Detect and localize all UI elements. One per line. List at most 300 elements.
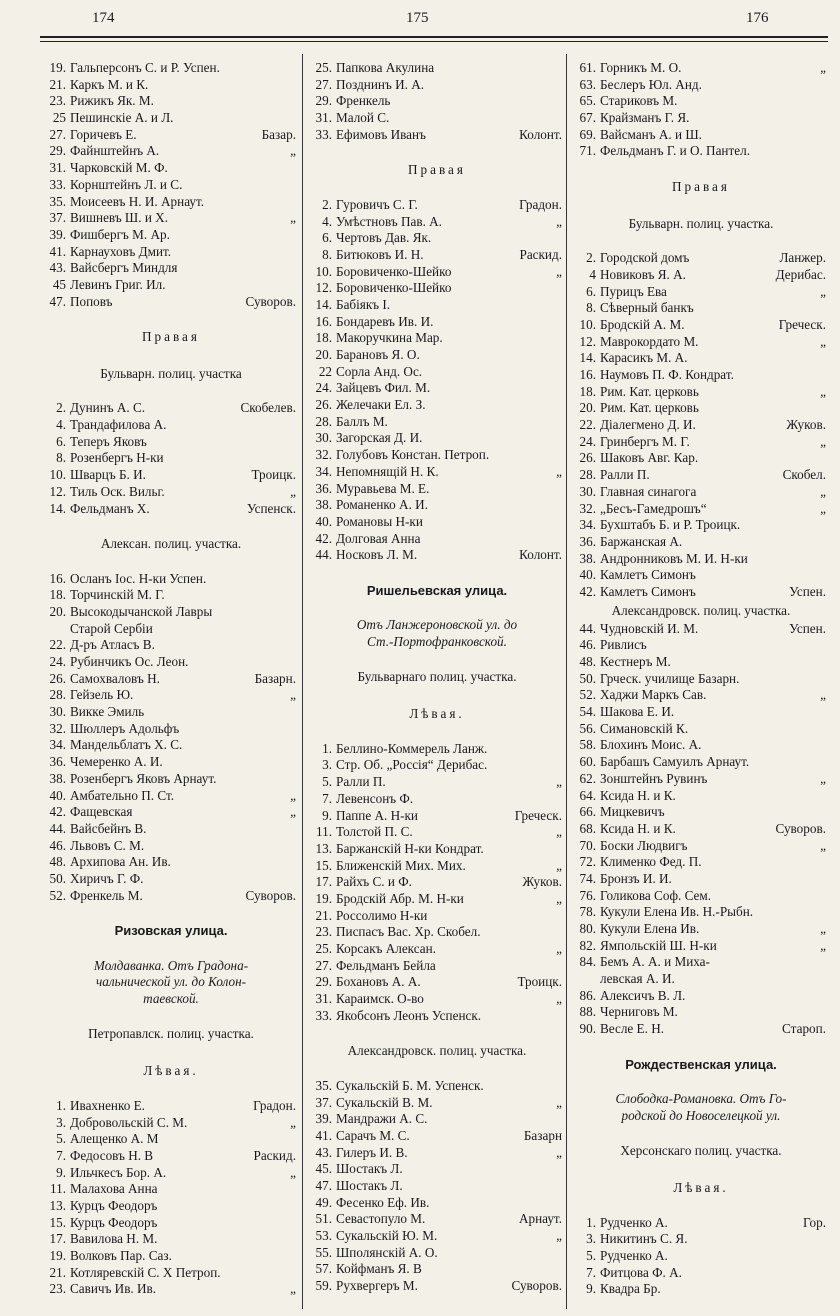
house-number: 80.: [579, 921, 596, 936]
directory-entry: [570, 517, 832, 534]
resident-name: Носковъ Л. М.: [336, 547, 418, 563]
resident-name: Файнштейнъ А.: [70, 143, 160, 159]
directory-entry: [570, 971, 832, 988]
resident-name: Крайзманъ Г. Я.: [600, 110, 690, 126]
resident-name: Черниговъ М.: [600, 1004, 678, 1020]
house-number: 12.: [49, 483, 66, 499]
resident-name: Бродскій А. М.: [600, 316, 685, 332]
spacer: [40, 384, 302, 401]
house-number: 42.: [315, 530, 332, 546]
resident-name: Шполянскій А. О.: [336, 1244, 438, 1260]
spacer: [306, 601, 568, 618]
house-number: 25: [52, 110, 66, 126]
house-number: 31.: [315, 110, 332, 126]
directory-entry: [306, 958, 568, 975]
directory-entry: [40, 1248, 302, 1265]
directory-entry: [570, 584, 832, 601]
street-description: Молдаванка. Отъ Градона-: [93, 957, 249, 973]
directory-entry: [306, 908, 568, 925]
spacer: [570, 234, 832, 251]
resident-name: Фишбергъ М. Ар.: [70, 226, 170, 242]
entry-note: „: [290, 1114, 296, 1130]
directory-entry: [570, 317, 832, 334]
house-number: 52.: [579, 687, 596, 703]
house-number: 55.: [315, 1244, 332, 1260]
spacer: [570, 1161, 832, 1178]
resident-name: Хиричъ Г. Ф.: [70, 870, 144, 886]
resident-name: Главная синагога: [600, 483, 697, 499]
directory-entry: [306, 280, 568, 297]
directory-entry: [570, 888, 832, 905]
house-number: 34.: [49, 737, 66, 753]
house-number: 30.: [579, 483, 596, 499]
resident-name: Ближенскій Мих. Мих.: [336, 857, 466, 873]
directory-entry: [40, 210, 302, 227]
directory-entry: [570, 654, 832, 671]
directory-entry: [570, 838, 832, 855]
entry-note: Ланжер.: [779, 250, 826, 266]
entry-note: „: [556, 1228, 562, 1244]
street-description: чальнической ул. до Колон-: [95, 974, 247, 990]
house-number: 33.: [315, 126, 332, 142]
resident-name: Добровольскій С. М.: [70, 1114, 188, 1130]
entry-note: Скобел.: [782, 467, 826, 483]
directory-entry: [306, 757, 568, 774]
resident-name: Котляревскій С. Х Петроп.: [70, 1264, 221, 1280]
directory-entry: [40, 621, 302, 638]
entry-note: „: [820, 483, 826, 499]
directory-entry: [306, 941, 568, 958]
directory-entry: [306, 330, 568, 347]
directory-entry: [306, 264, 568, 281]
resident-name: Высокодычанской Лавры: [70, 603, 213, 619]
house-number: 54.: [579, 704, 596, 720]
entry-note: „: [556, 1094, 562, 1110]
resident-name: Горникъ М. О.: [600, 60, 682, 75]
entry-note: Троицк.: [517, 974, 562, 990]
resident-name: Долговая Анна: [336, 530, 421, 546]
entry-note: „: [290, 1164, 296, 1180]
directory-entry: [40, 127, 302, 144]
directory-entry: [40, 1165, 302, 1182]
resident-name: Вайсбейнъ В.: [70, 820, 147, 836]
directory-entry: [306, 841, 568, 858]
resident-name: Толстой П. С.: [336, 824, 413, 840]
entry-note: „: [820, 837, 826, 853]
house-number: 78.: [579, 904, 596, 920]
house-number: 23.: [315, 924, 332, 940]
house-number: 43.: [49, 260, 66, 276]
entry-note: Раскид.: [519, 246, 562, 262]
directory-entry: [40, 1281, 302, 1298]
house-number: 44.: [579, 620, 596, 636]
entry-note: Греческ.: [778, 316, 826, 332]
house-number: 27.: [49, 126, 66, 142]
resident-name: Кестнеръ М.: [600, 654, 671, 669]
house-number: 74.: [579, 870, 596, 886]
house-number: 30.: [49, 704, 66, 720]
directory-entry: [306, 1261, 568, 1278]
resident-name: Дунинъ А. С.: [70, 400, 146, 416]
resident-name: Трандафилова А.: [70, 417, 167, 433]
directory-entry: [306, 874, 568, 891]
house-number: 68.: [579, 820, 596, 836]
house-number: 20.: [49, 603, 66, 619]
resident-name: Львовъ С. М.: [70, 837, 145, 853]
entry-note: „: [290, 483, 296, 499]
resident-name: Сукальскій В. М.: [336, 1094, 433, 1110]
house-number: 18.: [315, 330, 332, 346]
directory-entry: [570, 250, 832, 267]
resident-name: Пурицъ Ева: [600, 283, 667, 299]
resident-name: Поповъ: [70, 293, 113, 309]
house-number: 41.: [315, 1127, 332, 1143]
directory-entry: [306, 447, 568, 464]
entry-note: Градон.: [519, 196, 562, 212]
directory-entry: [570, 871, 832, 888]
resident-name: Рим. Кат. церковь: [600, 383, 699, 399]
resident-name: Чудновскій И. М.: [600, 620, 699, 636]
directory-entry: [306, 991, 568, 1008]
house-number: 29.: [49, 143, 66, 159]
directory-entry: [40, 1115, 302, 1132]
directory-entry: [306, 127, 568, 144]
house-number: 70.: [579, 837, 596, 853]
house-number: 58.: [579, 737, 596, 753]
directory-entry: [40, 60, 302, 77]
directory-entry: [40, 737, 302, 754]
house-number: 41.: [49, 243, 66, 259]
directory-entry: [40, 110, 302, 127]
house-number: 7.: [56, 1147, 66, 1163]
resident-name: Фитцова Ф. А.: [600, 1264, 682, 1280]
spacer: [40, 310, 302, 327]
house-number: 8.: [56, 450, 66, 466]
resident-name: Малахова Анна: [70, 1181, 158, 1197]
entry-note: Гор.: [803, 1214, 826, 1230]
resident-name: Горичевъ Е.: [70, 126, 137, 142]
resident-name: Савичъ Ив. Ив.: [70, 1281, 157, 1297]
directory-entry: [40, 160, 302, 177]
entry-note: Успенск.: [246, 500, 296, 516]
house-number: 63.: [579, 76, 596, 92]
directory-entry: [306, 1111, 568, 1128]
house-number: 22.: [579, 417, 596, 433]
directory-entry: [570, 367, 832, 384]
resident-name: Ралли П.: [336, 774, 386, 790]
house-number: 28.: [49, 687, 66, 703]
spacer: [306, 1061, 568, 1078]
directory-entry: [570, 1281, 832, 1298]
house-number: 46.: [579, 637, 596, 653]
directory-entry: [570, 551, 832, 568]
spacer: [40, 941, 302, 958]
entry-note: „: [556, 890, 562, 906]
house-number: 50.: [49, 870, 66, 886]
resident-name: Голубовъ Констан. Петроп.: [336, 447, 490, 463]
resident-name: Умѣстновъ Пав. А.: [336, 213, 442, 229]
house-number: 7.: [322, 790, 332, 806]
house-number: 53.: [315, 1228, 332, 1244]
resident-name: Беллино-Коммерель Ланж.: [336, 740, 488, 756]
directory-entry: [306, 1195, 568, 1212]
resident-name: Вайсбергъ Миндля: [70, 260, 178, 276]
resident-name: Бронзъ И. И.: [600, 870, 672, 886]
directory-entry: [306, 1178, 568, 1195]
resident-name: Курцъ Феодоръ: [70, 1197, 158, 1213]
section-label: Бульварн. полиц. участка: [100, 365, 242, 381]
resident-name: Вавилова Н. М.: [70, 1231, 158, 1247]
resident-name: Шварцъ Б. И.: [70, 467, 146, 483]
resident-name: Сукальскій Ю. М.: [336, 1228, 438, 1244]
house-number: 50.: [579, 670, 596, 686]
directory-entry: [570, 704, 832, 721]
house-number: 32.: [579, 500, 596, 516]
entry-note: „: [556, 941, 562, 957]
directory-entry: [306, 414, 568, 431]
header-rule: [40, 36, 828, 38]
resident-name: Ривлисъ: [600, 637, 647, 653]
directory-entry: [570, 821, 832, 838]
directory-entry: [306, 430, 568, 447]
directory-entry: [306, 741, 568, 758]
section-label: Правая: [142, 329, 200, 344]
house-number: 26.: [49, 670, 66, 686]
directory-entry: [40, 417, 302, 434]
directory-entry: [40, 294, 302, 311]
house-number: 39.: [315, 1111, 332, 1127]
resident-name: Курцъ Феодоръ: [70, 1214, 158, 1230]
house-number: 52.: [49, 887, 66, 903]
resident-name: Бухштабъ Б. и Р. Троицк.: [600, 517, 741, 533]
directory-entry: [306, 1095, 568, 1112]
spacer: [306, 180, 568, 197]
resident-name: Бабіякъ І.: [336, 296, 391, 312]
directory-entry: [306, 314, 568, 331]
resident-name: Ивахненко Е.: [70, 1097, 145, 1113]
directory-entry: [40, 704, 302, 721]
house-number: 45: [52, 276, 66, 292]
street-heading: Ришельевская улица.: [366, 582, 508, 598]
resident-name: Загорская Д. И.: [336, 430, 423, 446]
section-label: Лѣвая.: [673, 1179, 729, 1195]
house-number: 9.: [56, 1164, 66, 1180]
house-number: 1.: [322, 740, 332, 756]
section-label: Алексан. полиц. участка.: [100, 535, 242, 551]
house-number: 44.: [49, 820, 66, 836]
section-label: Правая: [408, 162, 466, 178]
resident-name: Зайцевъ Фил. М.: [336, 380, 431, 396]
house-number: 10.: [579, 316, 596, 332]
directory-entry: [570, 988, 832, 1005]
section-label: Херсонскаго полиц. участка.: [620, 1143, 782, 1159]
directory-entry: [40, 1265, 302, 1282]
street-heading: Ризовская улица.: [114, 923, 228, 938]
entry-note: „: [820, 770, 826, 786]
directory-entry: [40, 788, 302, 805]
entry-note: „: [820, 383, 826, 399]
resident-name: Желечаки Ел. З.: [336, 397, 426, 413]
page-number-left: 174: [92, 10, 115, 26]
entry-note: Староп.: [782, 1021, 826, 1037]
directory-entry: [570, 671, 832, 688]
entry-note: „: [820, 500, 826, 516]
house-number: 19.: [315, 890, 332, 906]
resident-name: Квадра Бр.: [600, 1281, 661, 1297]
house-number: 16.: [315, 313, 332, 329]
directory-entry: [570, 450, 832, 467]
resident-name: Ксида Н. и К.: [600, 787, 676, 803]
house-number: 37.: [315, 1094, 332, 1110]
entry-note: „: [556, 1144, 562, 1160]
directory-entry: [570, 434, 832, 451]
resident-name: Грческ. училище Базарн.: [600, 670, 740, 686]
directory-entry: [40, 450, 302, 467]
directory-entry: [306, 347, 568, 364]
spacer: [40, 1081, 302, 1098]
house-number: 14.: [315, 296, 332, 312]
resident-name: Алещенко А. М: [70, 1131, 159, 1147]
directory-entry: [570, 1231, 832, 1248]
house-number: 9.: [586, 1281, 596, 1297]
resident-name: Рудченко А.: [600, 1214, 668, 1230]
house-number: 9.: [322, 807, 332, 823]
page-number-right: 176: [746, 10, 769, 26]
directory-entry: [570, 267, 832, 284]
house-number: 35.: [315, 1077, 332, 1093]
entry-note: Колонт.: [519, 547, 562, 563]
resident-name: Діалегмено Д. И.: [600, 417, 696, 433]
resident-name: „Бесъ-Гамедрошъ“: [600, 500, 707, 516]
directory-entry: [306, 110, 568, 127]
resident-name: Паппе А. Н-ки: [336, 807, 418, 823]
house-number: 3.: [322, 757, 332, 773]
house-number: 21.: [49, 1264, 66, 1280]
resident-name: Сарачъ М. С.: [336, 1127, 410, 1143]
directory-entry: [570, 921, 832, 938]
entry-note: Арнаут.: [518, 1211, 562, 1227]
resident-name: Романенко А. И.: [336, 497, 428, 513]
directory-entry: [570, 954, 832, 971]
directory-entry: [40, 277, 302, 294]
street-description: Отъ Ланжероновской ул. до: [356, 617, 518, 633]
resident-name: Теперъ Яковъ: [70, 433, 147, 449]
house-number: 82.: [579, 937, 596, 953]
entry-note: Суворов.: [511, 1278, 562, 1294]
house-number: 6.: [586, 283, 596, 299]
house-number: 4.: [322, 213, 332, 229]
spacer: [570, 1125, 832, 1142]
entry-note: „: [820, 687, 826, 703]
spacer: [570, 197, 832, 214]
house-number: 12.: [579, 333, 596, 349]
resident-name: Баржанская А.: [600, 533, 683, 549]
directory-entry: [570, 637, 832, 654]
house-number: 11.: [50, 1181, 66, 1197]
resident-name: Романовы Н-ки: [336, 513, 423, 529]
resident-name: Бохановъ А. А.: [336, 974, 421, 990]
entry-note: Базар.: [261, 126, 296, 142]
resident-name: Макоручкина Мар.: [336, 330, 443, 346]
house-number: 45.: [315, 1161, 332, 1177]
house-number: 43.: [315, 1144, 332, 1160]
house-number: 86.: [579, 987, 596, 1003]
house-number: 47.: [315, 1177, 332, 1193]
house-number: 1.: [56, 1097, 66, 1113]
directory-entry: [570, 788, 832, 805]
house-number: 59.: [315, 1278, 332, 1294]
directory-entry: [40, 838, 302, 855]
resident-name: Каркъ М. и К.: [70, 76, 149, 92]
directory-entry: [306, 197, 568, 214]
entry-note: Успен.: [789, 583, 826, 599]
resident-name: Позднинъ И. А.: [336, 76, 425, 92]
resident-name: Гринбергъ М. Г.: [600, 433, 690, 449]
directory-entry: [570, 143, 832, 160]
house-number: 88.: [579, 1004, 596, 1020]
house-number: 48.: [49, 854, 66, 870]
house-number: 42.: [579, 583, 596, 599]
directory-entry: [40, 501, 302, 518]
section-label: Петропавлск. полиц. участка.: [88, 1026, 254, 1042]
entry-note: Суворов.: [245, 293, 296, 309]
directory-entry: [40, 1098, 302, 1115]
resident-name: Корнштейнъ Л. и С.: [70, 176, 183, 192]
house-number: 12.: [315, 280, 332, 296]
directory-entry: [570, 467, 832, 484]
resident-name: Барановъ Я. О.: [336, 347, 420, 362]
spacer: [40, 904, 302, 921]
resident-name: Беслеръ Юл. Анд.: [600, 76, 702, 92]
header-rule-thin: [40, 41, 828, 42]
spacer: [40, 554, 302, 571]
resident-name: Боски Людвигъ: [600, 837, 688, 853]
resident-name: Торчинскій М. Г.: [70, 587, 165, 603]
directory-entry: [570, 1021, 832, 1038]
directory-entry: [570, 384, 832, 401]
house-number: 67.: [579, 110, 596, 126]
house-number: 28.: [579, 467, 596, 483]
directory-entry: [306, 214, 568, 231]
house-number: 28.: [315, 413, 332, 429]
directory-entry: [306, 924, 568, 941]
directory-entry: [40, 400, 302, 417]
resident-name: Ямпольскій Ш. Н-ки: [600, 937, 717, 953]
directory-entry: [40, 143, 302, 160]
spacer: [570, 160, 832, 177]
entry-note: Градон.: [253, 1097, 296, 1113]
house-number: 34.: [315, 463, 332, 479]
directory-entry: [40, 804, 302, 821]
resident-name: Ксида Н. и К.: [600, 820, 676, 836]
directory-entry: [570, 771, 832, 788]
house-number: 32.: [315, 447, 332, 463]
resident-name: Чемеренко А. И.: [70, 754, 163, 770]
resident-name: Гуровичъ С. Г.: [336, 196, 418, 212]
resident-name: левская А. И.: [600, 971, 675, 987]
directory-entry: [570, 77, 832, 94]
directory-entry: [570, 854, 832, 871]
entry-note: „: [820, 937, 826, 953]
house-number: 42.: [49, 804, 66, 820]
resident-name: Чарковскій М. Ф.: [70, 160, 168, 176]
house-number: 18.: [49, 587, 66, 603]
house-number: 1.: [586, 1214, 596, 1230]
directory-entry: [306, 230, 568, 247]
house-number: 10.: [315, 263, 332, 279]
directory-entry: [40, 754, 302, 771]
column-left: [40, 60, 302, 1310]
